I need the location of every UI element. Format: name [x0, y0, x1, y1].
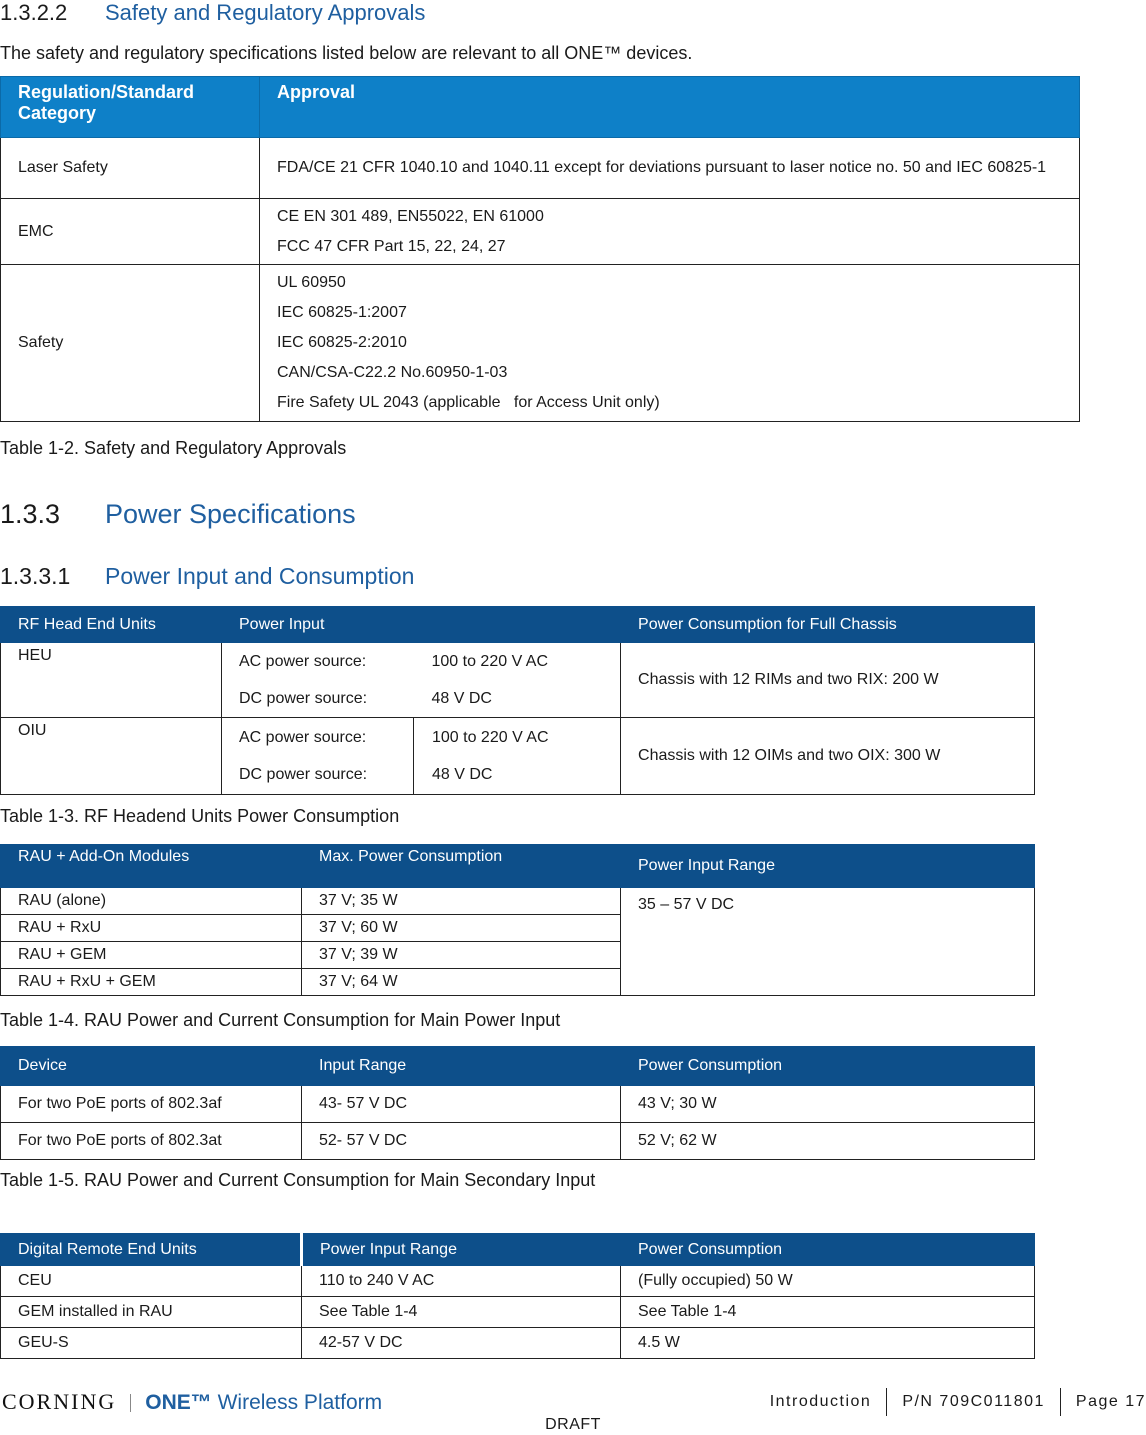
- table-caption: Table 1-5. RAU Power and Current Consumption for Main Secondary Input: [0, 1170, 596, 1190]
- table-cell: For two PoE ports of 802.3at: [1, 1123, 302, 1160]
- table-cell: RAU + RxU + GEM: [1, 969, 302, 996]
- table-header: Power Input: [222, 607, 621, 643]
- table-cell: RAU + GEM: [1, 942, 302, 969]
- table-header: Max. Power Consumption: [302, 845, 621, 888]
- table-cell: OIU: [1, 718, 222, 795]
- section-number: 1.3.2.2: [0, 0, 68, 25]
- table-header: Power Consumption: [621, 1234, 1035, 1266]
- table-cell: 37 V; 39 W: [302, 942, 621, 969]
- footer-info: [755, 1388, 1146, 1416]
- power-value: 100 to 220 V AC: [431, 653, 549, 670]
- secondary-input-table: [0, 1046, 1035, 1160]
- section-title: Safety and Regulatory Approvals: [105, 0, 426, 25]
- logo-divider: [130, 1394, 131, 1412]
- section-heading-133: [0, 498, 356, 530]
- footer-page: Page 17: [1060, 1388, 1146, 1416]
- power-label: DC power source:: [239, 766, 368, 783]
- table-header: Input Range: [302, 1047, 621, 1086]
- table-cell: Chassis with 12 OIMs and two OIX: 300 W: [621, 718, 1035, 795]
- table-caption: Table 1-2. Safety and Regulatory Approvals: [0, 438, 347, 458]
- footer-logo: [2, 1388, 382, 1417]
- table-cell: 43 V; 30 W: [621, 1086, 1035, 1123]
- section-number: 1.3.3.1: [0, 563, 71, 589]
- table-caption: Table 1-4. RAU Power and Current Consumption for Main Power Input: [0, 1010, 561, 1030]
- power-value: 100 to 220 V AC: [432, 729, 549, 746]
- power-value: 48 V DC: [432, 766, 493, 783]
- section-heading-1322: [0, 0, 426, 26]
- table-cell: [260, 199, 1080, 265]
- table-cell: EMC: [1, 199, 260, 265]
- safety-approvals-table: [0, 76, 1080, 422]
- table-cell: RAU (alone): [1, 888, 302, 915]
- table-cell: [414, 643, 621, 718]
- table-cell: GEM installed in RAU: [1, 1297, 302, 1328]
- rau-power-table: [0, 844, 1035, 996]
- power-label: DC power source:: [239, 690, 368, 707]
- power-label: AC power source:: [239, 653, 367, 670]
- table-cell: (Fully occupied) 50 W: [621, 1266, 1035, 1297]
- section-heading-1331: [0, 562, 415, 590]
- table-header: Regulation/Standard Category: [1, 77, 260, 138]
- table-header: Power Consumption: [621, 1047, 1035, 1086]
- table-header: Power Input Range: [621, 845, 1035, 888]
- approval-line: CAN/CSA-C22.2 No.60950-1-03: [277, 364, 508, 381]
- table-cell: 37 V; 64 W: [302, 969, 621, 996]
- approval-line: IEC 60825-2:2010: [277, 334, 407, 351]
- digital-remote-table: [0, 1233, 1035, 1359]
- table-cell: GEU-S: [1, 1328, 302, 1359]
- table-header: RAU + Add-On Modules: [1, 845, 302, 888]
- table-cell: Chassis with 12 RIMs and two RIX: 200 W: [621, 643, 1035, 718]
- table-cell: [414, 718, 621, 795]
- table-caption: Table 1-3. RF Headend Units Power Consumption: [0, 806, 400, 826]
- table-cell: 52- 57 V DC: [302, 1123, 621, 1160]
- table-header: Device: [1, 1047, 302, 1086]
- intro-paragraph: The safety and regulatory specifications listed below are relevant to all ONE™ devices.: [0, 43, 693, 63]
- table-cell: 43- 57 V DC: [302, 1086, 621, 1123]
- table-header: Digital Remote End Units: [1, 1234, 302, 1266]
- table-header: Approval: [260, 77, 1080, 138]
- table-cell: Safety: [1, 265, 260, 422]
- table-cell: RAU + RxU: [1, 915, 302, 942]
- table-cell: 52 V; 62 W: [621, 1123, 1035, 1160]
- approval-line: IEC 60825-1:2007: [277, 304, 407, 321]
- section-title: Power Specifications: [105, 499, 356, 529]
- section-number: 1.3.3: [0, 499, 61, 529]
- approval-line: CE EN 301 489, EN55022, EN 61000: [277, 207, 544, 225]
- table-cell: [222, 643, 414, 718]
- approval-line: Fire Safety UL 2043 (applicable for Access Unit only): [277, 394, 660, 411]
- power-value: 48 V DC: [431, 690, 492, 707]
- table-header: Power Consumption for Full Chassis: [621, 607, 1035, 643]
- table-cell: 35 – 57 V DC: [621, 888, 1035, 996]
- draft-label: DRAFT: [545, 1416, 601, 1433]
- table-cell: 37 V; 35 W: [302, 888, 621, 915]
- table-cell: [260, 265, 1080, 422]
- table-cell: CEU: [1, 1266, 302, 1297]
- table-cell: Laser Safety: [1, 138, 260, 199]
- section-title: Power Input and Consumption: [105, 563, 415, 589]
- table-header: RF Head End Units: [1, 607, 222, 643]
- table-cell: FDA/CE 21 CFR 1040.10 and 1040.11 except for deviations pursuant to laser notice no. 50 and IEC 60825-1: [260, 138, 1080, 199]
- headend-power-table: [0, 606, 1035, 795]
- table-cell: For two PoE ports of 802.3af: [1, 1086, 302, 1123]
- one-logo: ONE™: [145, 1391, 212, 1414]
- table-cell: 4.5 W: [621, 1328, 1035, 1359]
- table-header: Power Input Range: [302, 1234, 621, 1266]
- table-cell: See Table 1-4: [621, 1297, 1035, 1328]
- corning-logo: CORNING: [2, 1389, 117, 1414]
- platform-label: Wireless Platform: [217, 1391, 383, 1414]
- power-label: AC power source:: [239, 729, 367, 746]
- approval-line: UL 60950: [277, 274, 346, 291]
- table-cell: HEU: [1, 643, 222, 718]
- table-cell: 42-57 V DC: [302, 1328, 621, 1359]
- footer-section: Introduction: [769, 1393, 872, 1410]
- footer-part-number: P/N 709C011801: [886, 1388, 1060, 1416]
- table-cell: [222, 718, 414, 795]
- table-cell: 37 V; 60 W: [302, 915, 621, 942]
- table-cell: See Table 1-4: [302, 1297, 621, 1328]
- table-cell: 110 to 240 V AC: [302, 1266, 621, 1297]
- approval-line: FCC 47 CFR Part 15, 22, 24, 27: [277, 237, 506, 255]
